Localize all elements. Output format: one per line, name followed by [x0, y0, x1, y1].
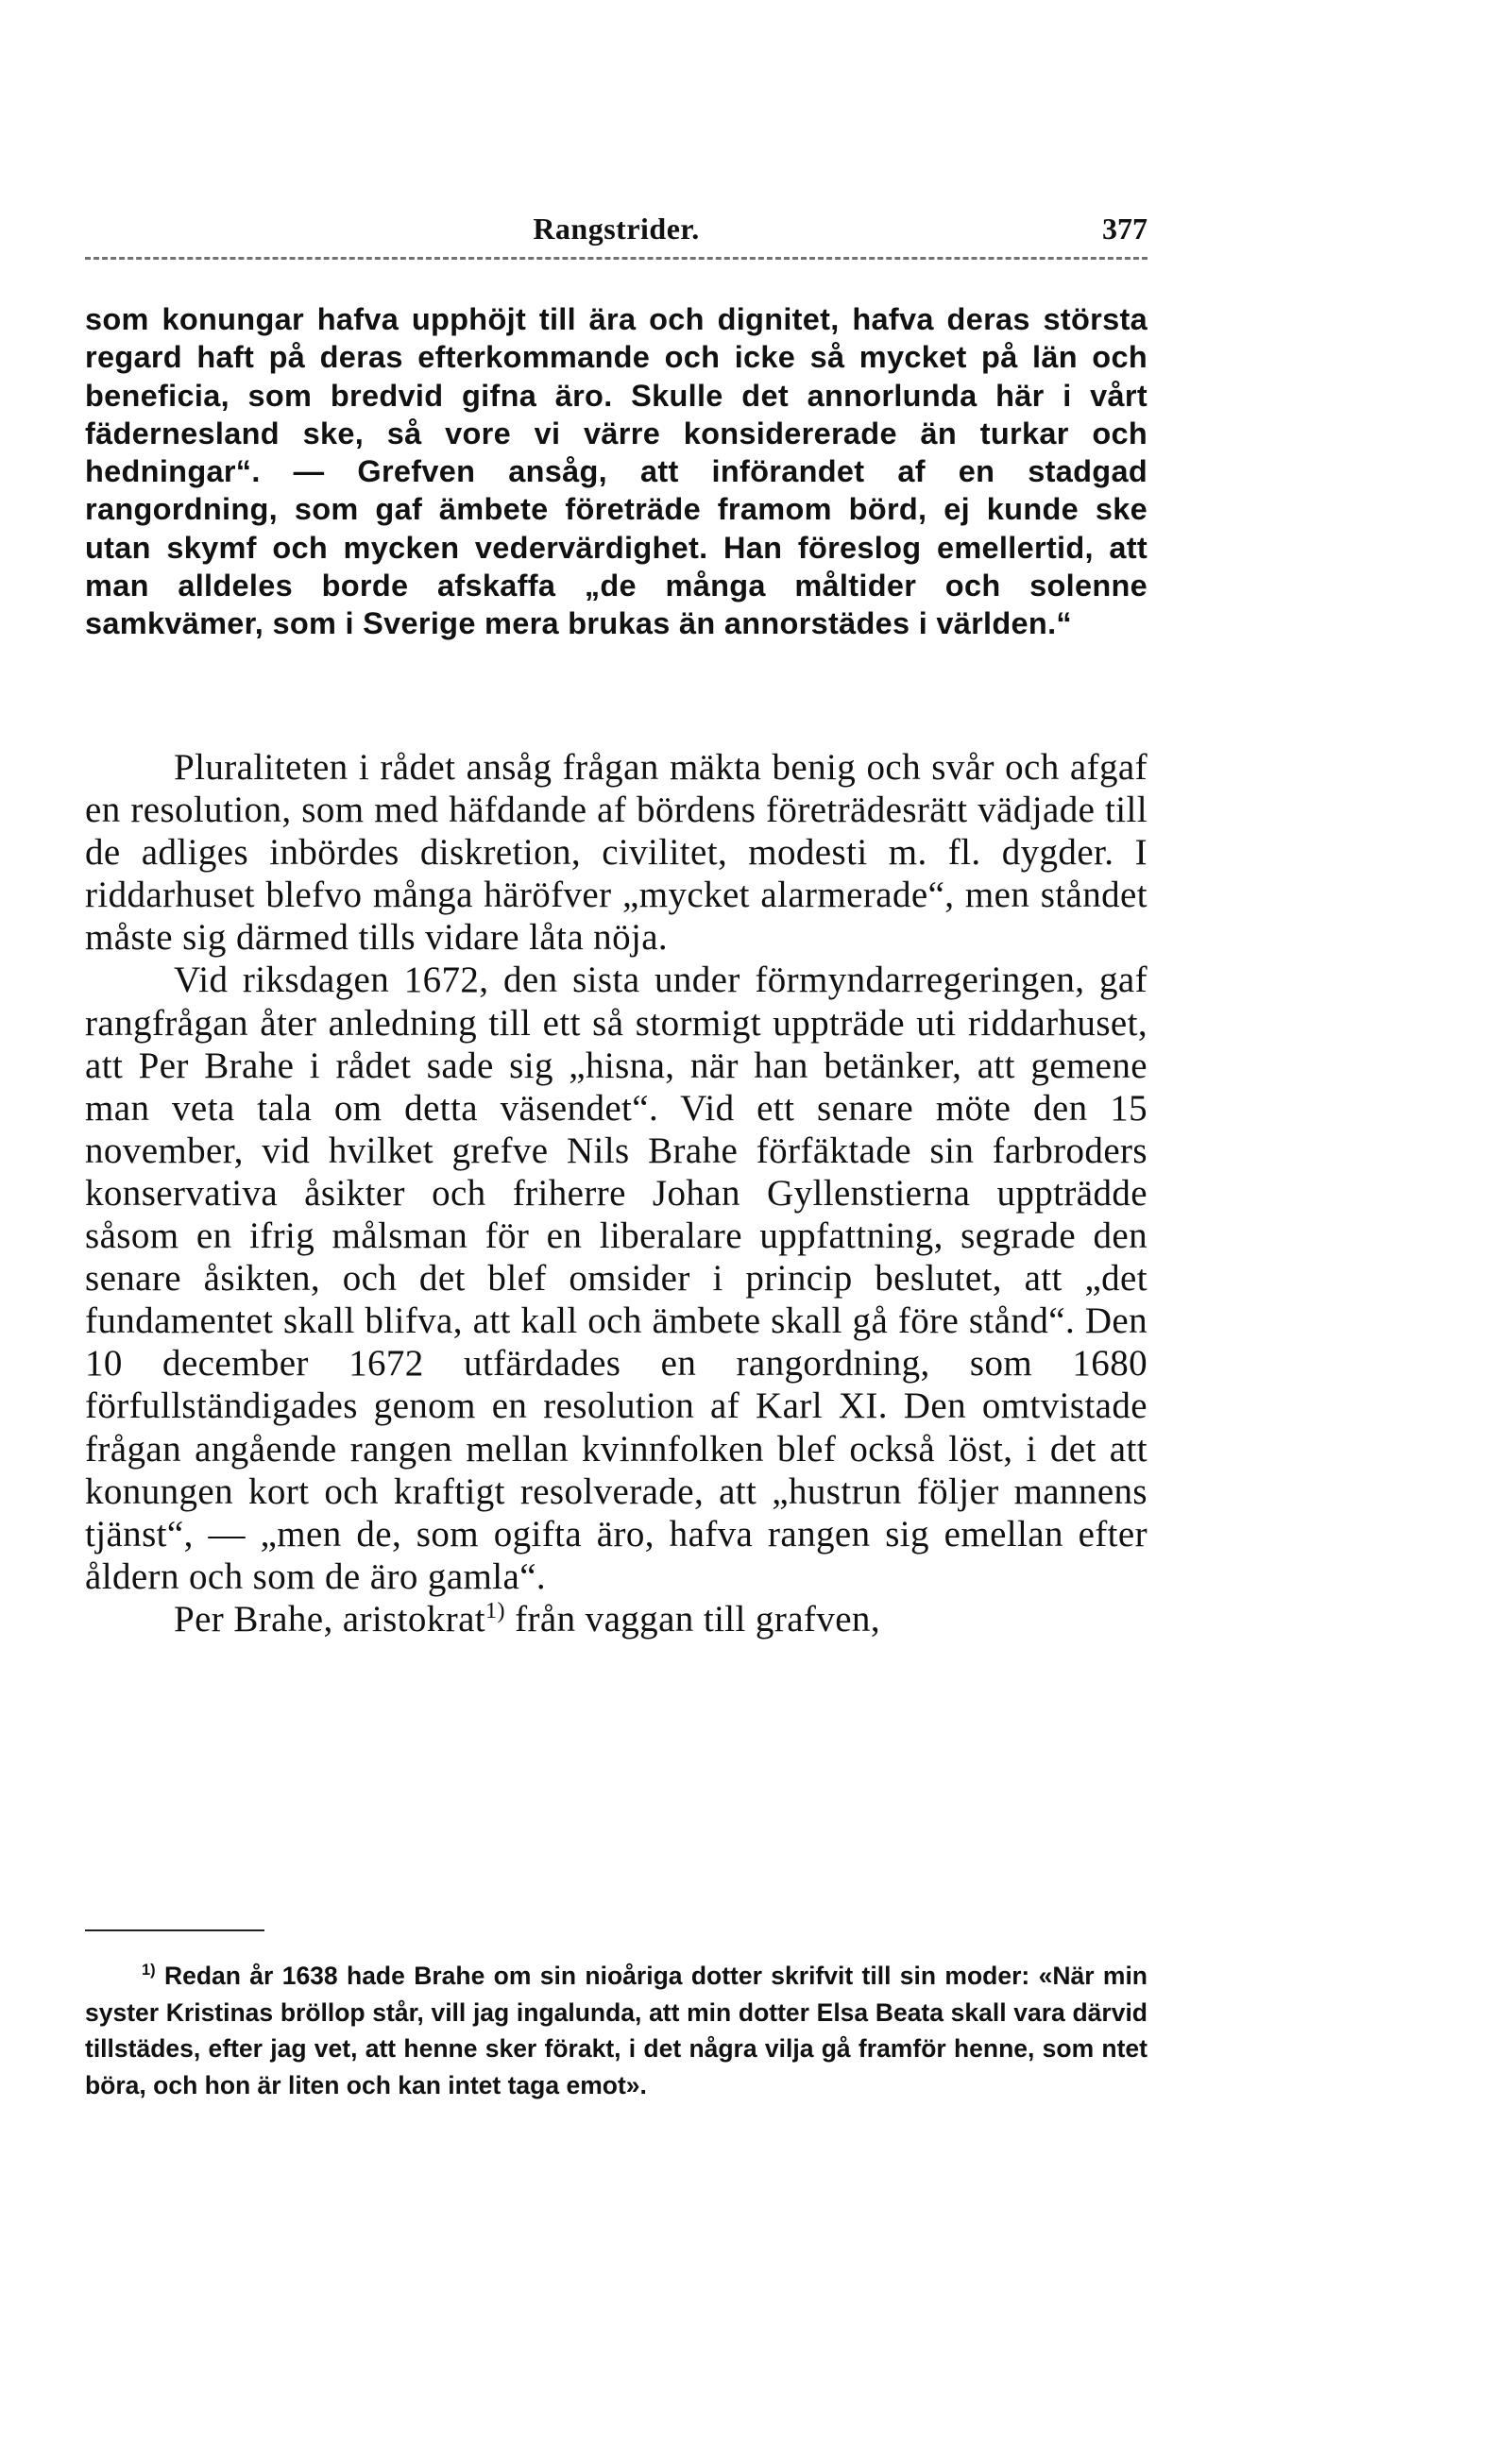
quoted-paragraph: som konungar hafva upphöjt till ära och dignitet, hafva deras största regard haft på deras efterkommande och icke så mycket på län och beneficia, som bredvid gifna äro. Skulle det annorlunda här i vårt fädernesland ske, så vore vi värre konsidererade än turkar och hedningar“. — Grefven ansåg, att införandet af en stadgad rangordning, som gaf ämbete företräde framom börd, ej kunde ske utan skymf och mycken vedervärdighet. Han föreslog emellertid, att man alldeles borde afskaffa „de många måltider och solenne samkvämer, som i Sverige mera brukas än annorstädes i världen.“: [85, 302, 1148, 641]
page-number: 377: [1102, 212, 1148, 246]
running-title: Rangstrider.: [533, 212, 700, 246]
running-header: [85, 212, 1148, 253]
footnote-reference: 1): [485, 1597, 505, 1623]
footnotes: [85, 1958, 1148, 2103]
quoted-passage: [85, 300, 1148, 643]
footnote-1: [85, 1958, 1148, 2103]
header-rule: [85, 257, 1148, 260]
paragraph-pluraliteten: Pluraliteten i rådet ansåg frågan mäkta benig och svår och afgaf en resolution, som med häfdande af bördens företrädesrätt vädjade till de adliges inbördes diskretion, civilitet, modesti m. fl. dygder. I riddarhuset blefvo många häröfver „mycket alarmerade“, men ståndet måste sig därmed tills vidare låta nöja.: [85, 747, 1148, 959]
paragraph-per-brahe: [85, 1598, 1148, 1640]
footnote-marker: 1): [142, 1962, 156, 1980]
paragraph-per-brahe-continuation: från vaggan till grafven,: [504, 1598, 880, 1640]
paragraph-riksdagen-1672: Vid riksdagen 1672, den sista under förmyndarregeringen, gaf rangfrågan åter anledning till ett så stormigt uppträde uti riddarhuset, att Per Brahe i rådet sade sig „hisna, när han betänker, att gemene man veta tala om detta väsendet“. Vid ett senare möte den 15 november, vid hvilket grefve Nils Brahe förfäktade sin farbroders konservativa åsikter och friherre Johan Gyllenstierna uppträdde såsom en ifrig målsman för en liberalare uppfattning, segrade den senare åsikten, och det blef omsider i princip beslutet, att „det fundamentet skall blifva, att kall och ämbete skall gå före stånd“. Den 10 december 1672 utfärdades en rangordning, som 1680 förfullständigades genom en resolution af Karl XI. Den omtvistade frågan angående rangen mellan kvinnfolken blef också löst, i det att konungen kort och kraftigt resolverade, att „hustrun följer mannens tjänst“, — „men de, som ogifta äro, hafva rangen sig emellan efter åldern och som de äro gamla“.: [85, 960, 1148, 1597]
footnote-text: Redan år 1638 hade Brahe om sin nioåriga dotter skrifvit till sin moder: «När min syster Kristinas bröllop står, vill jag ingalunda, att min dotter Elsa Beata skall vara därvid tillstädes, efter jag vet, att henne sker förakt, i det några vilja gå framför henne, som ntet böra, och hon är liten och kan intet taga emot».: [85, 1962, 1148, 2099]
paragraph-per-brahe-text: Per Brahe, aristokrat: [174, 1598, 486, 1640]
footnote-separator: [85, 1929, 264, 1931]
main-text: [85, 746, 1148, 1640]
